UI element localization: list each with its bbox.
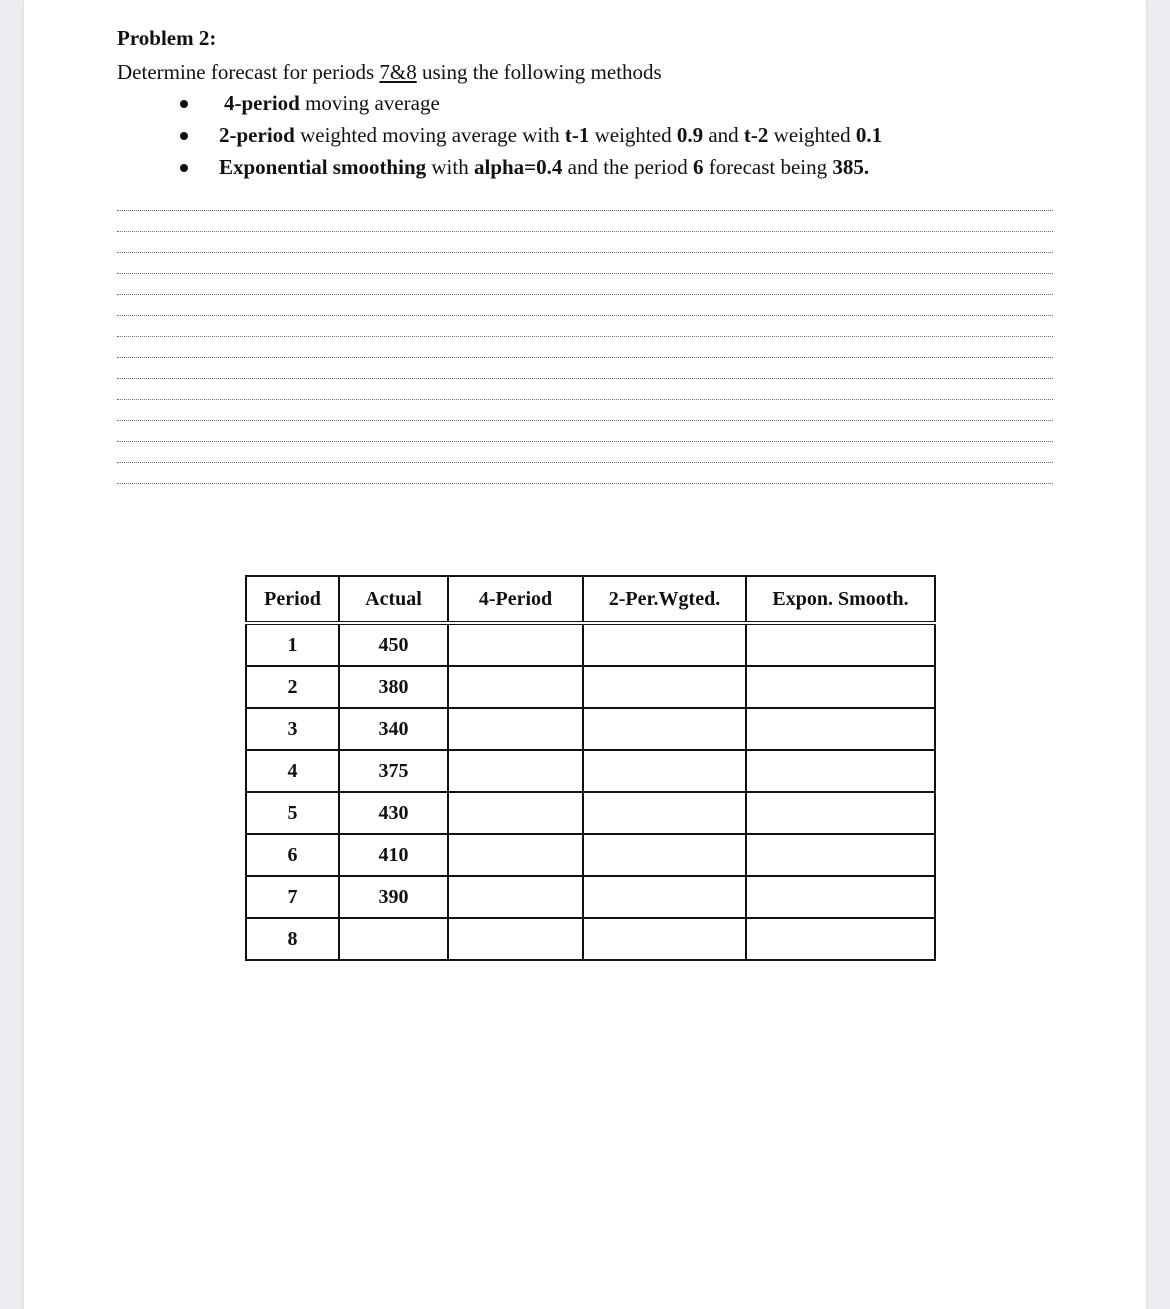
table-row — [246, 918, 935, 960]
cell-period: 8 — [246, 918, 339, 960]
bullet-icon — [180, 164, 188, 172]
cell-actual[interactable] — [339, 918, 448, 960]
cell-actual: 410 — [339, 834, 448, 876]
answer-line — [117, 211, 1053, 232]
table-row — [246, 750, 935, 792]
table-row — [246, 623, 935, 666]
cell-2-per-wgted[interactable] — [583, 918, 746, 960]
method-item-weighted-moving-average — [24, 123, 1146, 155]
header-actual: Actual — [339, 576, 448, 623]
header-expon-smooth: Expon. Smooth. — [746, 576, 935, 623]
method-item-exponential-smoothing — [24, 155, 1146, 187]
cell-4-period[interactable] — [448, 708, 583, 750]
cell-period: 2 — [246, 666, 339, 708]
answer-line — [117, 190, 1053, 211]
cell-4-period[interactable] — [448, 623, 583, 666]
method-item-moving-average — [24, 91, 1146, 123]
cell-2-per-wgted[interactable] — [583, 792, 746, 834]
answer-line — [117, 253, 1053, 274]
cell-actual: 450 — [339, 623, 448, 666]
answer-line — [117, 295, 1053, 316]
cell-actual: 390 — [339, 876, 448, 918]
answer-line — [117, 379, 1053, 400]
answer-line — [117, 442, 1053, 463]
problem-instruction — [117, 60, 662, 85]
cell-period: 4 — [246, 750, 339, 792]
table-row — [246, 666, 935, 708]
answer-line — [117, 337, 1053, 358]
instruction-post: using the following methods — [416, 60, 662, 84]
cell-actual: 375 — [339, 750, 448, 792]
cell-actual: 340 — [339, 708, 448, 750]
instruction-pre: Determine forecast for periods — [117, 60, 380, 84]
answer-line — [117, 463, 1053, 484]
answer-line — [117, 400, 1053, 421]
cell-4-period[interactable] — [448, 918, 583, 960]
cell-2-per-wgted[interactable] — [583, 708, 746, 750]
cell-expon-smooth[interactable] — [746, 834, 935, 876]
answer-line — [117, 316, 1053, 337]
answer-line — [117, 274, 1053, 295]
method-text: 2-period weighted moving average with t-1 weighted 0.9 and t-2 weighted 0.1 — [219, 123, 883, 147]
cell-actual: 380 — [339, 666, 448, 708]
cell-expon-smooth[interactable] — [746, 708, 935, 750]
cell-period: 5 — [246, 792, 339, 834]
forecast-table — [245, 575, 936, 961]
method-text: 4-period moving average — [224, 91, 440, 115]
cell-4-period[interactable] — [448, 666, 583, 708]
table-row — [246, 708, 935, 750]
answer-line — [117, 232, 1053, 253]
answer-line — [117, 358, 1053, 379]
cell-period: 7 — [246, 876, 339, 918]
cell-expon-smooth[interactable] — [746, 792, 935, 834]
cell-period: 1 — [246, 623, 339, 666]
cell-actual: 430 — [339, 792, 448, 834]
cell-2-per-wgted[interactable] — [583, 666, 746, 708]
cell-4-period[interactable] — [448, 834, 583, 876]
answer-lines — [117, 190, 1053, 484]
cell-period: 3 — [246, 708, 339, 750]
cell-period: 6 — [246, 834, 339, 876]
table-header-row — [246, 576, 935, 623]
answer-line — [117, 421, 1053, 442]
method-text: Exponential smoothing with alpha=0.4 and the period 6 forecast being 385. — [219, 155, 870, 179]
instruction-periods: 7&8 — [379, 60, 417, 84]
cell-2-per-wgted[interactable] — [583, 834, 746, 876]
cell-4-period[interactable] — [448, 876, 583, 918]
bullet-icon — [180, 100, 188, 108]
cell-expon-smooth[interactable] — [746, 876, 935, 918]
cell-expon-smooth[interactable] — [746, 750, 935, 792]
method-list — [24, 91, 1146, 187]
cell-2-per-wgted[interactable] — [583, 876, 746, 918]
cell-4-period[interactable] — [448, 792, 583, 834]
cell-4-period[interactable] — [448, 750, 583, 792]
header-4-period: 4-Period — [448, 576, 583, 623]
header-period: Period — [246, 576, 339, 623]
cell-expon-smooth[interactable] — [746, 918, 935, 960]
problem-title: Problem 2: — [117, 26, 217, 50]
cell-2-per-wgted[interactable] — [583, 623, 746, 666]
cell-expon-smooth[interactable] — [746, 623, 935, 666]
cell-expon-smooth[interactable] — [746, 666, 935, 708]
header-2-per-wgted: 2-Per.Wgted. — [583, 576, 746, 623]
bullet-icon — [180, 132, 188, 140]
cell-2-per-wgted[interactable] — [583, 750, 746, 792]
table-row — [246, 792, 935, 834]
document-page — [24, 0, 1146, 1309]
table-row — [246, 876, 935, 918]
table-row — [246, 834, 935, 876]
